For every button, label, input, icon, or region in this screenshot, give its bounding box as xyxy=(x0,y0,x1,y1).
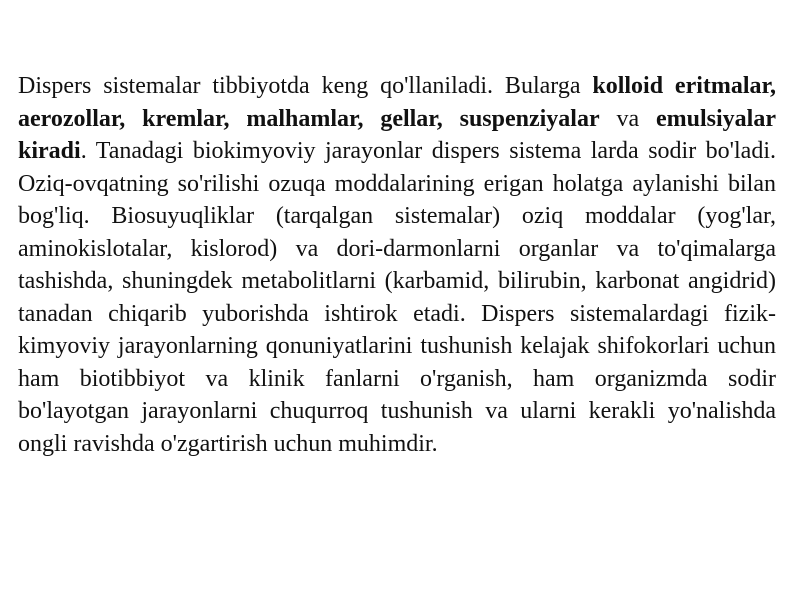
paragraph-bold-1: kolloid eritmalar, aerozollar, kremlar, malhamlar, gellar, suspenziyalar xyxy=(18,73,777,132)
paragraph-bold-2: emulsiyalar kiradi xyxy=(18,105,776,164)
paragraph-text-2: va xyxy=(599,105,656,132)
document-page xyxy=(18,70,776,460)
body-paragraph xyxy=(18,70,776,460)
paragraph-text-3: . Tanadagi biokimyoviy jarayonlar dispers sistema larda sodir bo'ladi. Oziq-ovqatning so'rilishi ozuqa moddalarining erigan holatga aylanishi bilan bog'liq. Biosuyuqliklar (tarqalgan sistemalar) oziq moddalar (yog'lar, aminokislotalar, kislorod) va dori-darmonlarni organlar va to'qimalarga tashishda, shuningdek metabolitlarni (karbamid, bilirubin, karbonat angidrid) tanadan chiqarib yuborishda ishtirok etadi. Dispers sistemalardagi fizik-kimyoviy jarayonlarning qonuniyatlarini tushunish kelajak shifokorlari uchun ham biotibbiyot va klinik fanlarni o'rganish, ham organizmda sodir bo'layotgan jarayonlarni chuqurroq tushunish va ularni kerakli yo'nalishda ongli ravishda o'zgartirish uchun muhimdir. xyxy=(18,138,776,457)
paragraph-text-1: Dispers sistemalar tibbiyotda keng qo'llaniladi. Bularga xyxy=(18,73,593,99)
